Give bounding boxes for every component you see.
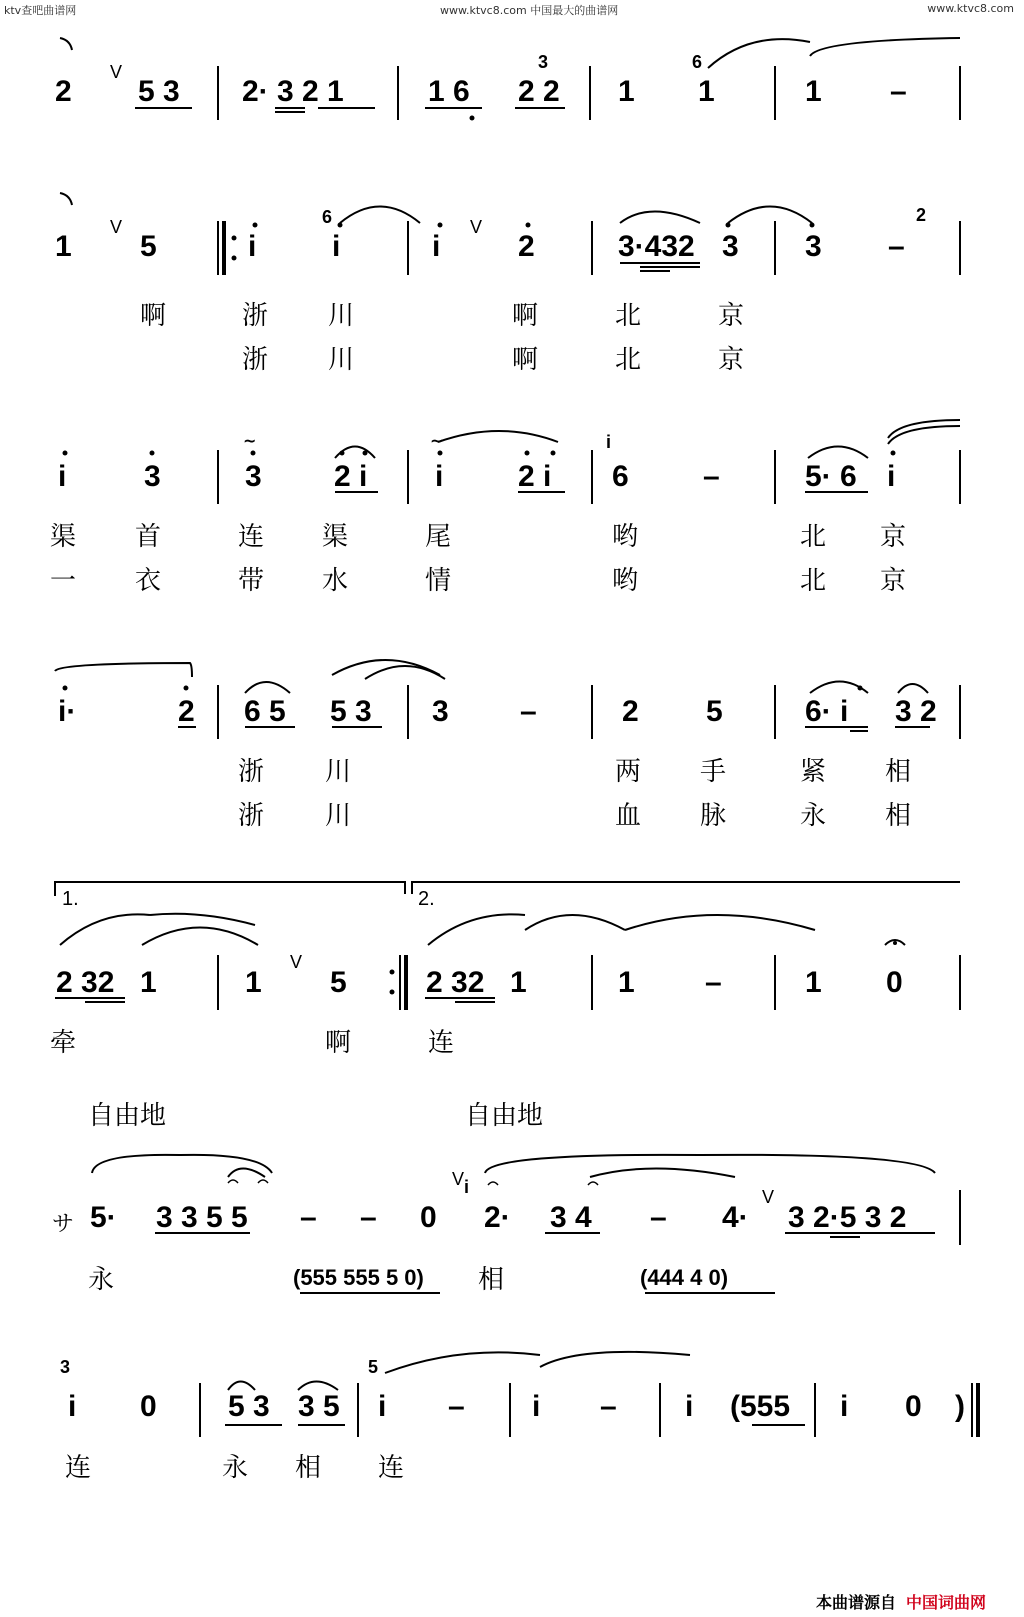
note-s1-1: 2 bbox=[55, 75, 72, 108]
lyric-1: 京 bbox=[718, 301, 745, 331]
tempo-marking-2: 自由地 bbox=[465, 1101, 544, 1131]
lyric-2: 脉 bbox=[700, 801, 727, 831]
note-s7-2: 0 bbox=[140, 1390, 157, 1423]
lyric-2: 浙 bbox=[238, 801, 265, 831]
watermark-right: www.ktvc8.com bbox=[927, 2, 1014, 15]
lyric-1: 连 bbox=[65, 1453, 92, 1483]
note-s7-5: i bbox=[378, 1390, 387, 1423]
svg-text:~: ~ bbox=[430, 431, 444, 450]
note-s1-8: 1 bbox=[805, 75, 822, 108]
note-s6-7: 3 4 bbox=[550, 1201, 592, 1234]
note-s7-1: i bbox=[68, 1390, 77, 1423]
lyric-2: 一 bbox=[50, 566, 77, 596]
lyric-2: 京 bbox=[718, 345, 745, 375]
note-s7-12: 0 bbox=[905, 1390, 922, 1423]
grace-note: 6 bbox=[322, 207, 333, 227]
lyric-1: 啊 bbox=[325, 1028, 352, 1058]
note-s4-2: 2 bbox=[178, 695, 195, 728]
system-4-lines bbox=[0, 655, 1024, 855]
note-s4-1: i· bbox=[58, 695, 77, 728]
score-system-2 bbox=[0, 185, 1024, 385]
lyric-1: 浙 bbox=[242, 301, 269, 331]
breath-mark: V bbox=[110, 62, 123, 82]
lyric-2: 浙 bbox=[242, 345, 269, 375]
grace-note: i bbox=[464, 1177, 470, 1197]
lyric-1: 连 bbox=[378, 1453, 405, 1483]
note-s2-7: 3·432 bbox=[618, 230, 695, 263]
note-s3-6: 2 i bbox=[518, 460, 552, 493]
note-s4-7: 2 bbox=[622, 695, 639, 728]
footer-source-label: 本曲谱源自 bbox=[816, 1593, 897, 1612]
score-system-3 bbox=[0, 420, 1024, 620]
watermark-center: www.ktvc8.com 中国最大的曲谱网 bbox=[440, 4, 619, 17]
accompaniment-figure: (555 555 5 0) bbox=[293, 1265, 424, 1290]
note-s2-8: 3 bbox=[722, 230, 739, 263]
note-s6-8: – bbox=[650, 1201, 667, 1234]
note-s7-10: (555 bbox=[730, 1390, 791, 1423]
lyric-1: 京 bbox=[880, 522, 907, 552]
lyric-2: 北 bbox=[800, 566, 827, 596]
note-s2-9: 3 bbox=[805, 230, 822, 263]
note-s2-10: – bbox=[888, 230, 905, 263]
note-s5-4: 5 bbox=[330, 966, 347, 999]
grace-note: 6 bbox=[692, 52, 703, 72]
grace-note: 3 bbox=[60, 1357, 71, 1377]
grace-note: 5 bbox=[368, 1357, 379, 1377]
note-s3-1: i bbox=[58, 460, 67, 493]
lyric-1: 尾 bbox=[425, 522, 452, 552]
note-s2-6: 2 bbox=[518, 230, 535, 263]
lyric-1: 相 bbox=[295, 1453, 322, 1483]
note-s4-6: – bbox=[520, 695, 537, 728]
free-tempo-sign: サ bbox=[52, 1211, 75, 1236]
note-s2-5: i bbox=[432, 230, 441, 263]
note-s3-7: 6 bbox=[612, 460, 629, 493]
lyric-1: 永 bbox=[88, 1265, 115, 1295]
note-s2-3: i bbox=[248, 230, 257, 263]
note-s6-2: 3 3 5 5 bbox=[156, 1201, 248, 1234]
lyric-2: 京 bbox=[880, 566, 907, 596]
note-s3-2: 3 bbox=[144, 460, 161, 493]
lyric-1: 手 bbox=[700, 757, 727, 787]
note-s6-6: 2· bbox=[484, 1201, 511, 1234]
note-s1-7: 1 bbox=[698, 75, 715, 108]
note-s3-10: i bbox=[887, 460, 896, 493]
note-s4-8: 5 bbox=[706, 695, 723, 728]
ending-2: 2. bbox=[418, 888, 435, 910]
lyric-2: 啊 bbox=[512, 345, 539, 375]
note-s7-7: i bbox=[532, 1390, 541, 1423]
lyric-1: 紧 bbox=[800, 757, 827, 787]
note-s5-5: 2 32 bbox=[426, 966, 485, 999]
lyric-2: 相 bbox=[885, 801, 912, 831]
note-s7-9: i bbox=[685, 1390, 694, 1423]
breath-mark: V bbox=[762, 1187, 775, 1207]
grace-note: i bbox=[606, 432, 612, 452]
lyric-2: 水 bbox=[322, 566, 349, 596]
ending-1: 1. bbox=[62, 888, 79, 910]
note-s6-5: 0 bbox=[420, 1201, 437, 1234]
accompaniment-figure: (444 4 0) bbox=[640, 1265, 729, 1290]
system-7-lines bbox=[0, 1345, 1024, 1535]
lyric-2: 带 bbox=[238, 566, 265, 596]
note-s4-4: 5 3 bbox=[330, 695, 372, 728]
lyric-2: 血 bbox=[615, 801, 642, 831]
lyric-2: 川 bbox=[328, 345, 355, 375]
lyric-1: 啊 bbox=[140, 301, 167, 331]
note-s2-4: i bbox=[332, 230, 341, 263]
note-s6-9: 4· bbox=[722, 1201, 749, 1234]
note-s3-9: 5· 6 bbox=[805, 460, 857, 493]
lyric-1: 北 bbox=[800, 522, 827, 552]
lyric-1: 哟 bbox=[612, 522, 639, 552]
note-s6-10: 3 2·5 3 2 bbox=[788, 1201, 907, 1234]
note-s3-3: 3 bbox=[245, 460, 262, 493]
lyric-2: 永 bbox=[800, 801, 827, 831]
note-s1-9: – bbox=[890, 75, 907, 108]
breath-mark: V bbox=[452, 1169, 465, 1189]
note-s6-4: – bbox=[360, 1201, 377, 1234]
lyric-1: 啊 bbox=[512, 301, 539, 331]
note-s1-5: 2 2 bbox=[518, 75, 560, 108]
breath-mark: V bbox=[470, 217, 483, 237]
grace-note: 2 bbox=[916, 205, 927, 225]
note-s5-2: 1 bbox=[140, 966, 157, 999]
note-s2-1: 1 bbox=[55, 230, 72, 263]
note-s5-6: 1 bbox=[510, 966, 527, 999]
note-s5-3: 1 bbox=[245, 966, 262, 999]
breath-mark: V bbox=[110, 217, 123, 237]
note-s6-1: 5· bbox=[90, 1201, 117, 1234]
lyric-1: 渠 bbox=[322, 522, 349, 552]
note-s4-3: 6 5 bbox=[244, 695, 286, 728]
tempo-marking-1: 自由地 bbox=[88, 1101, 167, 1131]
footer-source bbox=[816, 1590, 986, 1613]
lyric-1: 永 bbox=[222, 1453, 249, 1483]
note-s1-2: 5 3 bbox=[138, 75, 180, 108]
lyric-1: 连 bbox=[238, 522, 265, 552]
lyric-2: 衣 bbox=[135, 566, 162, 596]
score-system-4 bbox=[0, 655, 1024, 855]
note-s7-4: 3 5 bbox=[298, 1390, 340, 1423]
note-s7-3: 5 3 bbox=[228, 1390, 270, 1423]
note-s7-13: ) bbox=[955, 1390, 965, 1423]
lyric-2: 情 bbox=[425, 566, 452, 596]
score-system-7 bbox=[0, 1345, 1024, 1535]
note-s7-6: – bbox=[448, 1390, 465, 1423]
footer-site-link[interactable]: 中国词曲网 bbox=[906, 1593, 987, 1612]
lyric-1: 首 bbox=[135, 522, 162, 552]
lyric-1: 相 bbox=[478, 1265, 505, 1295]
note-s7-8: – bbox=[600, 1390, 617, 1423]
note-s7-11: i bbox=[840, 1390, 849, 1423]
note-s5-10: 0 bbox=[886, 966, 903, 999]
note-s3-4: 2 i bbox=[334, 460, 368, 493]
lyric-1: 连 bbox=[428, 1028, 455, 1058]
note-s1-4: 1 6 bbox=[428, 75, 470, 108]
lyric-1: 北 bbox=[615, 301, 642, 331]
note-s4-5: 3 bbox=[432, 695, 449, 728]
note-s2-2: 5 bbox=[140, 230, 157, 263]
note-s5-8: – bbox=[705, 966, 722, 999]
note-s5-7: 1 bbox=[618, 966, 635, 999]
lyric-1: 浙 bbox=[238, 757, 265, 787]
score-system-6 bbox=[0, 1101, 1024, 1315]
note-s4-10: 3 2 bbox=[895, 695, 937, 728]
note-s6-3: – bbox=[300, 1201, 317, 1234]
note-s3-8: – bbox=[703, 460, 720, 493]
lyric-2: 北 bbox=[615, 345, 642, 375]
grace-note: 3 bbox=[538, 52, 549, 72]
note-s5-9: 1 bbox=[805, 966, 822, 999]
note-s3-5: i bbox=[435, 460, 444, 493]
note-s1-6: 1 bbox=[618, 75, 635, 108]
score-system-5 bbox=[0, 880, 1024, 1070]
note-s5-1: 2 32 bbox=[56, 966, 115, 999]
note-s4-9: 6· i bbox=[805, 695, 849, 728]
score-system-1 bbox=[0, 30, 1024, 130]
lyric-1: 川 bbox=[325, 757, 352, 787]
watermark-left: ktv查吧曲谱网 bbox=[4, 4, 77, 17]
lyric-1: 两 bbox=[615, 757, 642, 787]
breath-mark: V bbox=[290, 952, 303, 972]
lyric-1: 渠 bbox=[50, 522, 77, 552]
lyric-1: 相 bbox=[885, 757, 912, 787]
lyric-1: 川 bbox=[328, 301, 355, 331]
svg-text:~: ~ bbox=[243, 431, 257, 450]
note-s1-3: 2· 3 2 1 bbox=[242, 75, 344, 108]
lyric-1: 牵 bbox=[50, 1028, 77, 1058]
lyric-2: 川 bbox=[325, 801, 352, 831]
lyric-2: 哟 bbox=[612, 566, 639, 596]
